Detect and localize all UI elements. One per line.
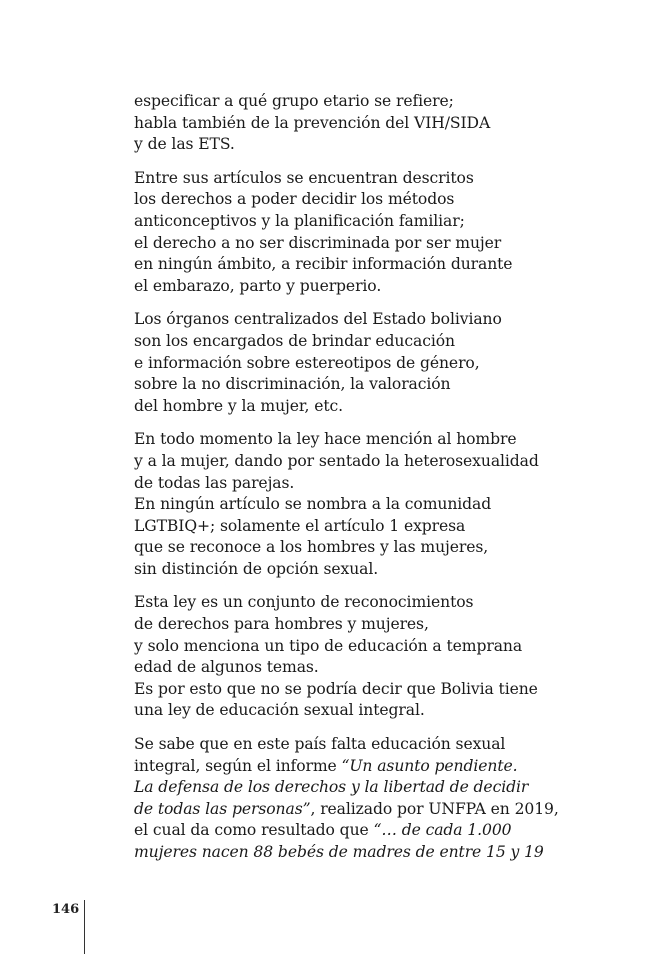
text-segment: el derecho a no ser discriminada por ser mujer (134, 233, 502, 252)
text-line (134, 494, 634, 516)
text-segment: de derechos para hombres y mujeres, (134, 615, 429, 634)
text-segment: , realizado por UNFPA en 2019, (310, 799, 559, 818)
text-segment: En todo momento la ley hace mención al hombre (134, 430, 517, 449)
text-line (134, 657, 634, 679)
text-line (134, 700, 634, 722)
body-text (134, 91, 634, 876)
text-line (134, 614, 634, 636)
text-segment: son los encargados de brindar educación (134, 331, 455, 350)
paragraph (134, 168, 634, 298)
text-line (134, 516, 634, 538)
text-line (134, 233, 634, 255)
text-segment: Entre sus artículos se encuentran descritos (134, 168, 474, 187)
text-segment: los derechos a poder decidir los métodos (134, 190, 455, 209)
text-segment: el cual da como resultado que (134, 821, 374, 840)
text-segment: Esta ley es un conjunto de reconocimientos (134, 593, 474, 612)
text-segment: habla también de la prevención del VIH/SIDA (134, 113, 491, 132)
paragraph (134, 91, 634, 156)
paragraph (134, 429, 634, 580)
page-number: 146 (52, 902, 80, 917)
text-line (134, 679, 634, 701)
text-line (134, 473, 634, 495)
text-line (134, 168, 634, 190)
text-segment: anticonceptivos y la planificación familiar; (134, 211, 465, 230)
text-line (134, 559, 634, 581)
text-segment: y de las ETS. (134, 135, 235, 154)
text-segment: de todas las parejas. (134, 473, 295, 492)
text-line (134, 134, 634, 156)
text-line (134, 820, 634, 842)
text-segment: Es por esto que no se podría decir que Bolivia tiene (134, 679, 538, 698)
text-segment: el embarazo, parto y puerperio. (134, 276, 382, 295)
text-line (134, 451, 634, 473)
text-segment: LGTBIQ+; solamente el artículo 1 expresa (134, 516, 466, 535)
text-line (134, 842, 634, 864)
text-segment: integral, según el informe (134, 756, 342, 775)
text-line (134, 396, 634, 418)
paragraph (134, 592, 634, 722)
text-line (134, 636, 634, 658)
text-segment: y solo menciona un tipo de educación a temprana (134, 636, 523, 655)
italic-text-segment: de todas las personas” (134, 799, 311, 818)
text-segment: del hombre y la mujer, etc. (134, 396, 344, 415)
italic-text-segment: “… de cada 1.000 (373, 821, 512, 840)
text-segment: edad de algunos temas. (134, 658, 319, 677)
text-line (134, 331, 634, 353)
italic-text-segment: mujeres nacen 88 bebés de madres de entre 15 y 19 (134, 843, 544, 861)
text-segment: Se sabe que en este país falta educación sexual (134, 735, 506, 754)
paragraph (134, 734, 634, 864)
text-line (134, 592, 634, 614)
text-line (134, 799, 634, 821)
text-segment: Los órganos centralizados del Estado boliviano (134, 310, 502, 329)
text-segment: sobre la no discriminación, la valoración (134, 375, 451, 394)
text-line (134, 374, 634, 396)
text-line (134, 91, 634, 113)
text-line (134, 734, 634, 756)
text-segment: e información sobre estereotipos de género, (134, 353, 480, 372)
text-segment: una ley de educación sexual integral. (134, 701, 425, 720)
text-line (134, 309, 634, 331)
text-segment: En ningún artículo se nombra a la comunidad (134, 495, 492, 514)
text-line (134, 254, 634, 276)
text-segment: que se reconoce a los hombres y las mujeres, (134, 538, 489, 557)
text-line (134, 189, 634, 211)
text-line (134, 276, 634, 298)
text-segment: y a la mujer, dando por sentado la heterosexualidad (134, 451, 539, 470)
text-line (134, 756, 634, 778)
text-segment: en ningún ámbito, a recibir información durante (134, 255, 513, 274)
page-number-rule (84, 900, 85, 954)
text-line (134, 429, 634, 451)
italic-text-segment: La defensa de los derechos y la libertad de decidir (134, 778, 529, 797)
text-line (134, 113, 634, 135)
italic-text-segment: “Un asunto pendiente. (341, 756, 518, 775)
text-line (134, 353, 634, 375)
text-line (134, 777, 634, 799)
text-line (134, 537, 634, 559)
paragraph (134, 309, 634, 417)
text-segment: especificar a qué grupo etario se refiere; (134, 92, 454, 110)
text-segment: sin distinción de opción sexual. (134, 559, 379, 578)
text-line (134, 211, 634, 233)
